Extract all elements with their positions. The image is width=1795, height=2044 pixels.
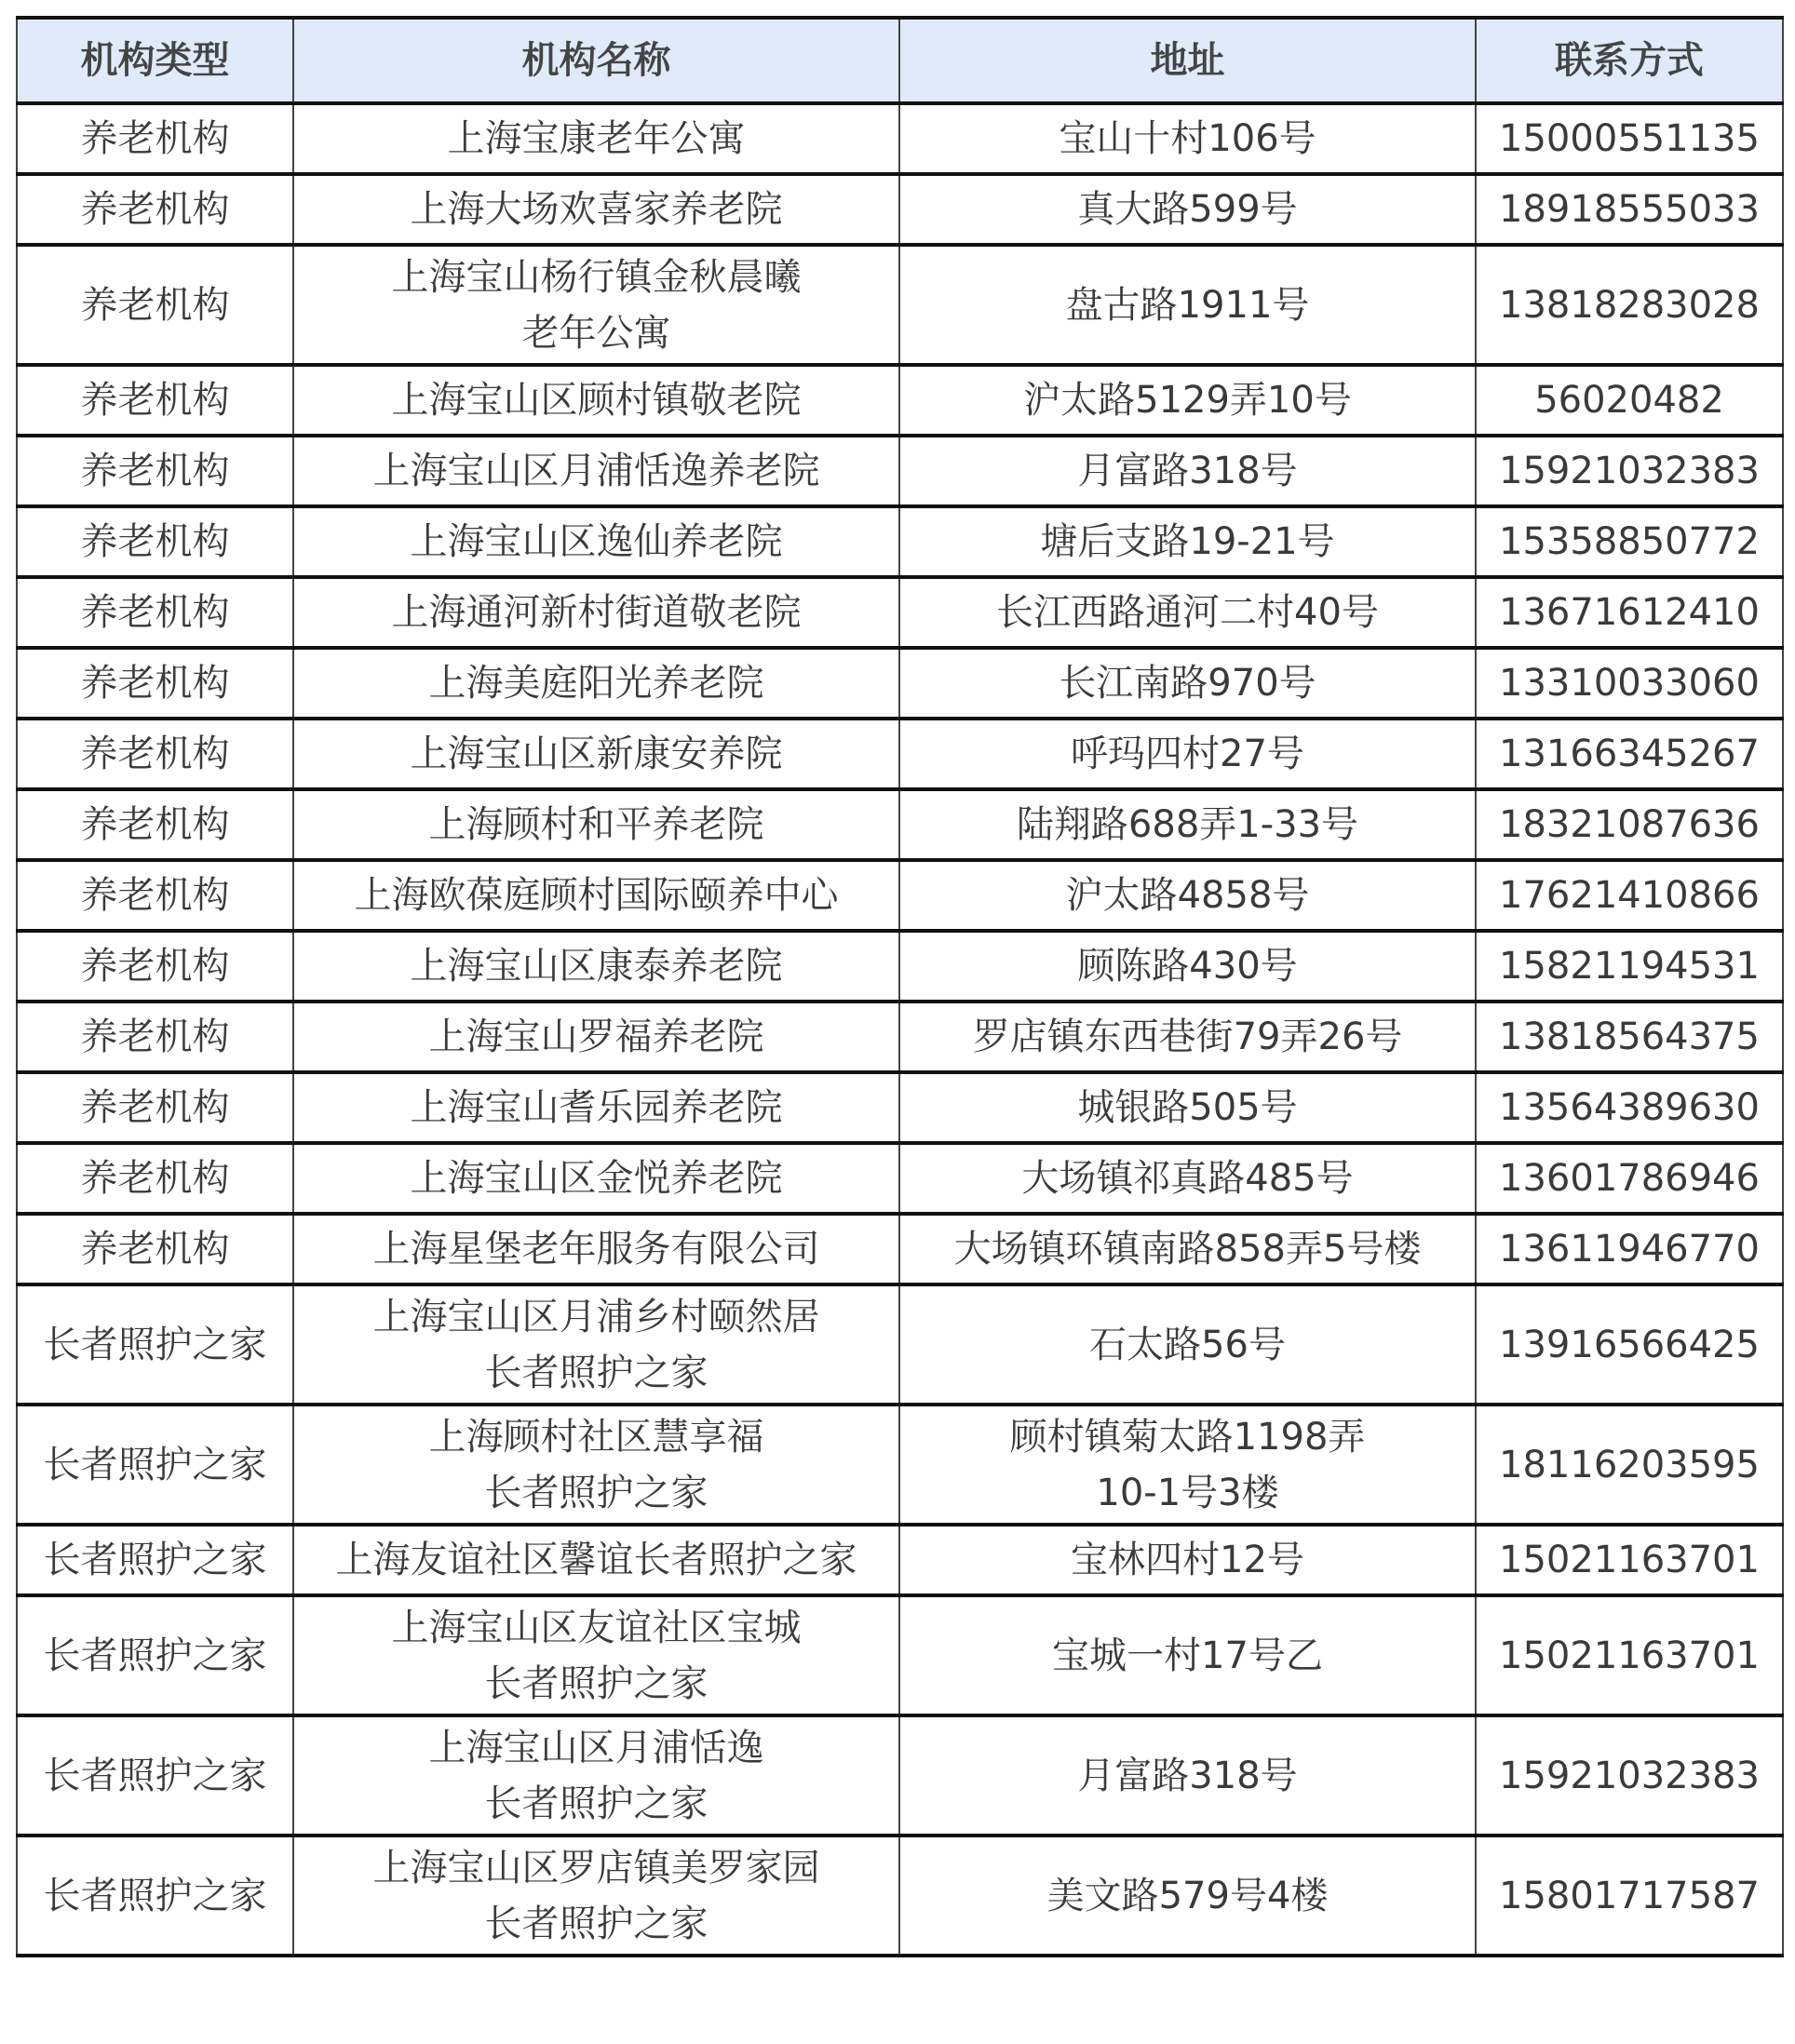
table-row	[17, 103, 1783, 174]
cell-address: 呼玛四村27号	[899, 719, 1476, 789]
cell-name: 上海宝山耆乐园养老院	[293, 1072, 899, 1143]
cell-type: 养老机构	[17, 860, 293, 931]
cell-type: 长者照护之家	[17, 1525, 293, 1595]
cell-type: 养老机构	[17, 365, 293, 436]
cell-phone: 13611946770	[1476, 1214, 1783, 1284]
header-name: 机构名称	[293, 18, 899, 103]
cell-address: 沪太路4858号	[899, 860, 1476, 931]
table-row	[17, 1072, 1783, 1143]
cell-phone: 13601786946	[1476, 1143, 1783, 1214]
header-phone: 联系方式	[1476, 18, 1783, 103]
header-type: 机构类型	[17, 18, 293, 103]
cell-type: 养老机构	[17, 1143, 293, 1214]
cell-type: 养老机构	[17, 436, 293, 506]
cell-name: 上海宝山罗福养老院	[293, 1002, 899, 1072]
cell-type: 养老机构	[17, 1002, 293, 1072]
cell-name: 上海通河新村街道敬老院	[293, 577, 899, 648]
cell-phone: 18116203595	[1476, 1405, 1783, 1525]
table-row	[17, 860, 1783, 931]
cell-type: 养老机构	[17, 931, 293, 1002]
table-row	[17, 1715, 1783, 1836]
cell-type: 养老机构	[17, 103, 293, 174]
cell-type: 养老机构	[17, 789, 293, 860]
cell-phone: 13818564375	[1476, 1002, 1783, 1072]
cell-phone: 15021163701	[1476, 1525, 1783, 1595]
cell-name: 上海宝山区友谊社区宝城 长者照护之家	[293, 1595, 899, 1715]
cell-phone: 13671612410	[1476, 577, 1783, 648]
cell-address: 长江南路970号	[899, 648, 1476, 719]
table-row	[17, 245, 1783, 365]
table-header-row	[17, 18, 1783, 103]
cell-address: 月富路318号	[899, 1715, 1476, 1836]
table-row	[17, 719, 1783, 789]
table-row	[17, 174, 1783, 245]
table-row	[17, 1002, 1783, 1072]
cell-phone: 15358850772	[1476, 506, 1783, 577]
cell-address: 真大路599号	[899, 174, 1476, 245]
cell-address: 宝林四村12号	[899, 1525, 1476, 1595]
cell-phone: 15921032383	[1476, 1715, 1783, 1836]
cell-phone: 15801717587	[1476, 1836, 1783, 1956]
cell-type: 养老机构	[17, 648, 293, 719]
cell-address: 宝城一村17号乙	[899, 1595, 1476, 1715]
table-row	[17, 1405, 1783, 1525]
cell-name: 上海美庭阳光养老院	[293, 648, 899, 719]
cell-name: 上海顾村社区慧享福 长者照护之家	[293, 1405, 899, 1525]
cell-address: 顾陈路430号	[899, 931, 1476, 1002]
cell-name: 上海星堡老年服务有限公司	[293, 1214, 899, 1284]
cell-type: 养老机构	[17, 174, 293, 245]
cell-type: 长者照护之家	[17, 1715, 293, 1836]
cell-phone: 17621410866	[1476, 860, 1783, 931]
table-row	[17, 436, 1783, 506]
cell-type: 长者照护之家	[17, 1836, 293, 1956]
cell-address: 沪太路5129弄10号	[899, 365, 1476, 436]
table-row	[17, 1214, 1783, 1284]
cell-address: 月富路318号	[899, 436, 1476, 506]
cell-phone: 13310033060	[1476, 648, 1783, 719]
cell-address: 城银路505号	[899, 1072, 1476, 1143]
cell-phone: 15921032383	[1476, 436, 1783, 506]
cell-name: 上海宝山区金悦养老院	[293, 1143, 899, 1214]
cell-phone: 18918555033	[1476, 174, 1783, 245]
cell-type: 长者照护之家	[17, 1405, 293, 1525]
cell-name: 上海宝山区新康安养院	[293, 719, 899, 789]
institution-table	[16, 16, 1784, 1957]
cell-address: 大场镇祁真路485号	[899, 1143, 1476, 1214]
cell-address: 塘后支路19-21号	[899, 506, 1476, 577]
cell-address: 长江西路通河二村40号	[899, 577, 1476, 648]
cell-address: 盘古路1911号	[899, 245, 1476, 365]
table-row	[17, 931, 1783, 1002]
cell-name: 上海宝山区顾村镇敬老院	[293, 365, 899, 436]
cell-name: 上海宝山区逸仙养老院	[293, 506, 899, 577]
table-row	[17, 365, 1783, 436]
cell-address: 顾村镇菊太路1198弄 10-1号3楼	[899, 1405, 1476, 1525]
cell-phone: 56020482	[1476, 365, 1783, 436]
cell-name: 上海宝山区罗店镇美罗家园 长者照护之家	[293, 1836, 899, 1956]
table-row	[17, 1595, 1783, 1715]
table-row	[17, 1525, 1783, 1595]
cell-address: 大场镇环镇南路858弄5号楼	[899, 1214, 1476, 1284]
table-row	[17, 1143, 1783, 1214]
cell-address: 宝山十村106号	[899, 103, 1476, 174]
cell-address: 陆翔路688弄1-33号	[899, 789, 1476, 860]
table-row	[17, 577, 1783, 648]
cell-type: 养老机构	[17, 1214, 293, 1284]
cell-name: 上海友谊社区馨谊长者照护之家	[293, 1525, 899, 1595]
cell-address: 石太路56号	[899, 1284, 1476, 1405]
table-row	[17, 1836, 1783, 1956]
table-row	[17, 648, 1783, 719]
table-row	[17, 506, 1783, 577]
cell-name: 上海宝山区月浦恬逸养老院	[293, 436, 899, 506]
cell-phone: 13564389630	[1476, 1072, 1783, 1143]
cell-name: 上海宝山杨行镇金秋晨曦 老年公寓	[293, 245, 899, 365]
cell-name: 上海欧葆庭顾村国际颐养中心	[293, 860, 899, 931]
cell-type: 养老机构	[17, 506, 293, 577]
header-address: 地址	[899, 18, 1476, 103]
table-body	[17, 103, 1783, 1956]
cell-name: 上海宝山区月浦恬逸 长者照护之家	[293, 1715, 899, 1836]
cell-address: 美文路579号4楼	[899, 1836, 1476, 1956]
cell-phone: 18321087636	[1476, 789, 1783, 860]
cell-phone: 13818283028	[1476, 245, 1783, 365]
cell-type: 养老机构	[17, 719, 293, 789]
cell-name: 上海顾村和平养老院	[293, 789, 899, 860]
cell-phone: 13916566425	[1476, 1284, 1783, 1405]
cell-name: 上海宝康老年公寓	[293, 103, 899, 174]
cell-name: 上海宝山区月浦乡村颐然居 长者照护之家	[293, 1284, 899, 1405]
cell-phone: 15021163701	[1476, 1595, 1783, 1715]
cell-name: 上海大场欢喜家养老院	[293, 174, 899, 245]
cell-type: 长者照护之家	[17, 1284, 293, 1405]
cell-phone: 13166345267	[1476, 719, 1783, 789]
cell-phone: 15821194531	[1476, 931, 1783, 1002]
cell-address: 罗店镇东西巷街79弄26号	[899, 1002, 1476, 1072]
cell-name: 上海宝山区康泰养老院	[293, 931, 899, 1002]
table-row	[17, 789, 1783, 860]
cell-type: 养老机构	[17, 577, 293, 648]
cell-phone: 15000551135	[1476, 103, 1783, 174]
cell-type: 养老机构	[17, 1072, 293, 1143]
table-row	[17, 1284, 1783, 1405]
cell-type: 养老机构	[17, 245, 293, 365]
cell-type: 长者照护之家	[17, 1595, 293, 1715]
